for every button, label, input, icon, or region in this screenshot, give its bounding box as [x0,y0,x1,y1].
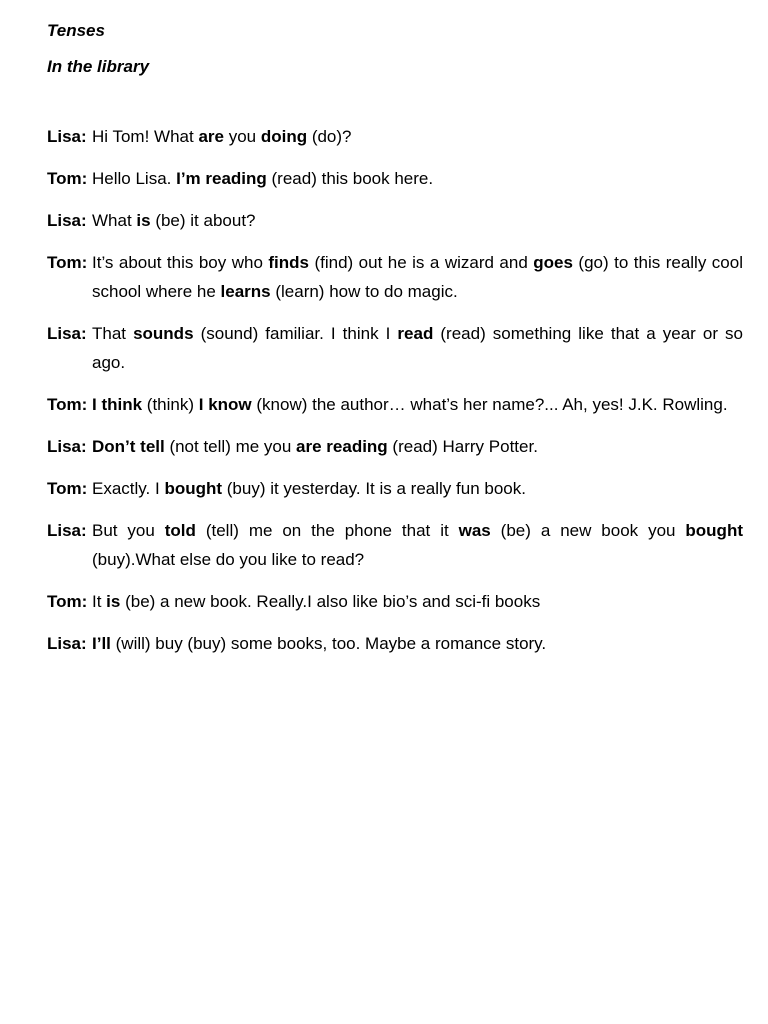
answer-verb: are reading [296,437,388,456]
line-text: (sound) familiar. I think I [193,324,398,343]
speaker-label: Tom: [47,592,88,611]
answer-verb: finds [268,253,309,272]
speaker-label: Lisa: [47,127,87,146]
answer-verb: learns [220,282,271,301]
dialogue [47,122,743,658]
speaker-label: Tom: [47,479,88,498]
dialogue-turn [47,248,743,306]
dialogue-turn [47,164,743,193]
dialogue-line [92,248,743,306]
answer-verb: sounds [133,324,194,343]
line-text: That [92,324,134,343]
dialogue-line [92,629,743,658]
speaker-label: Lisa: [47,437,87,456]
answer-verb: I’m reading [176,169,267,188]
answer-verb: are [198,127,224,146]
document-title: Tenses [47,21,105,40]
speaker-label: Lisa: [47,324,87,343]
line-text: (be) it about? [150,211,256,230]
line-text: (find) out he is a wizard and [308,253,534,272]
line-text: But you [92,521,165,540]
dialogue-line [92,516,743,574]
answer-verb: Don’t tell [92,437,165,456]
answer-verb: goes [533,253,573,272]
line-text: Hi Tom! What [92,127,199,146]
line-text: (read) Harry Potter. [387,437,538,456]
speaker-label: Lisa: [47,634,87,653]
speaker-label: Lisa: [47,211,87,230]
line-text: What [92,211,137,230]
dialogue-turn [47,390,743,419]
speaker-label: Tom: [47,253,88,272]
dialogue-line [92,206,743,235]
speaker-label: Tom: [47,395,88,414]
line-text: It’s about this boy who [92,253,269,272]
line-text: Exactly. I [92,479,165,498]
dialogue-turn [47,474,743,503]
line-text: Hello Lisa. [92,169,177,188]
dialogue-turn [47,319,743,377]
dialogue-turn [47,587,743,616]
dialogue-line [92,319,743,377]
dialogue-turn [47,629,743,658]
line-text: (learn) how to do magic. [270,282,458,301]
answer-verb: I think [92,395,143,414]
dialogue-line [92,432,743,461]
answer-verb: bought [685,521,743,540]
line-text: (tell) me on the phone that it [195,521,459,540]
line-text: It [92,592,107,611]
dialogue-line [92,474,743,503]
dialogue-line [92,390,743,419]
answer-verb: bought [164,479,223,498]
line-text: you [223,127,261,146]
line-text: (be) a new book. Really.I also like bio’s and sci-fi books [120,592,541,611]
answer-verb: read [397,324,434,343]
line-text: (buy).What else do you like to read? [92,550,365,569]
dialogue-turn [47,516,743,574]
line-text: (read) something like that a year or so ago. [92,324,744,372]
answer-verb: doing [260,127,308,146]
answer-verb: I know [198,395,252,414]
line-text: (think) [142,395,199,414]
line-text: (know) the author… what’s her name?... Ah, yes! J.K. Rowling. [251,395,728,414]
answer-verb: is [136,211,151,230]
document-subtitle: In the library [47,57,150,76]
line-text: (not tell) me you [164,437,297,456]
dialogue-line [92,587,743,616]
dialogue-line [92,122,743,151]
line-text: (go) to this really cool school where he [92,253,743,301]
answer-verb: told [164,521,196,540]
line-text: (buy) it yesterday. It is a really fun book. [222,479,526,498]
line-text: (be) a new book you [490,521,686,540]
line-text: (read) this book here. [266,169,434,188]
dialogue-turn [47,122,743,151]
dialogue-line [92,164,743,193]
answer-verb: was [458,521,491,540]
dialogue-turn [47,432,743,461]
line-text: (do)? [307,127,352,146]
speaker-label: Lisa: [47,521,87,540]
line-text: (will) buy (buy) some books, too. Maybe a romance story. [110,634,547,653]
dialogue-turn [47,206,743,235]
answer-verb: is [106,592,121,611]
answer-verb: I’ll [92,634,111,653]
speaker-label: Tom: [47,169,88,188]
